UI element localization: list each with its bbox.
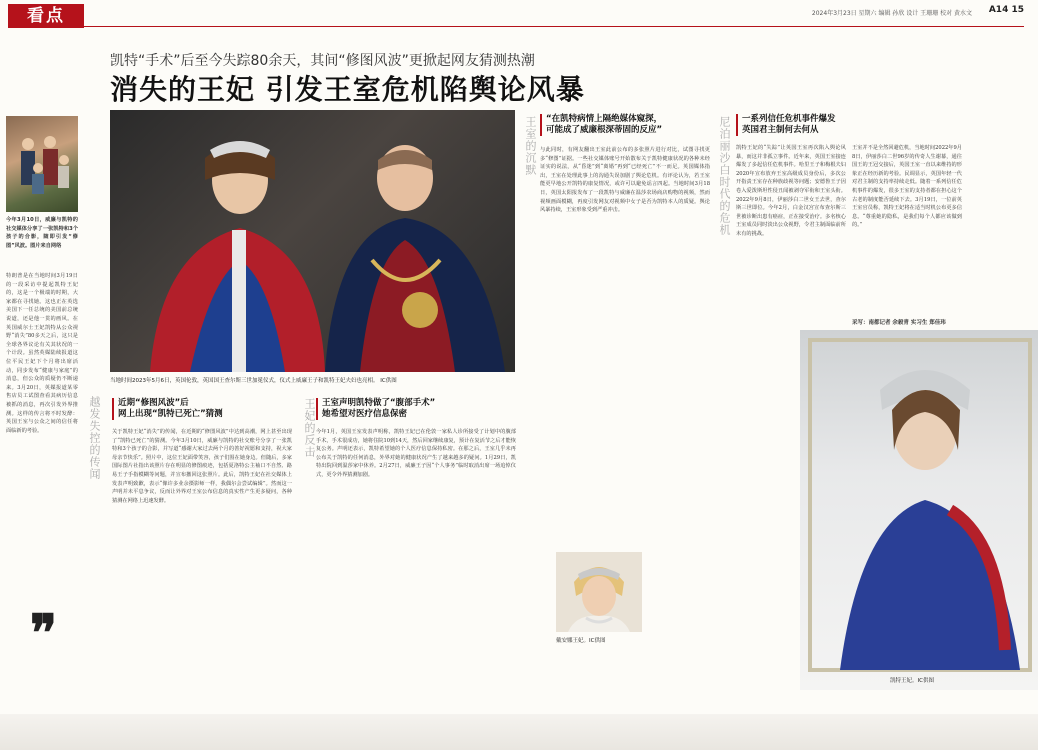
diana-figure — [556, 552, 642, 632]
diana-caption: 戴安娜王妃。IC供图 — [556, 638, 606, 644]
subhead-2-bar — [540, 114, 542, 136]
masthead: 2024年3月23日 星期六 编辑 孙欣 设计 王珊珊 校对 黄水文 — [811, 10, 972, 17]
family-photo — [6, 116, 78, 212]
column-6: 王室并不是全然回避危机，当地时间2022年9月8日，伊丽莎白二世96岁的传奇人生谢幕，通往国王的王冠交接后，英国王室一直以来维持的形象正在经历新的考验。民调显示，英国年轻一代对君主制的支持率持续走低。随着一系列信任危机事件的爆发，很多王室的支持者都在担心这个古老的制度能否延续下去。3月19日，一位前英王室官员称，凯特王妃将在适当时机公布更多信息。“尊重她的隐私，是我们每个人都应该做到的。” — [852, 145, 962, 229]
page-number: A14 15 — [988, 5, 1024, 15]
article-headline: 消失的王妃 引发王室危机陷舆论风暴 — [110, 73, 585, 106]
subhead-3-bar — [316, 398, 318, 420]
column-2: 与此同时，有网友翻出王室此前公布的多张照片进行对比，试图寻找更多“修图”证据。一些社交媒体账号开始散布关于凯特健康状况的各种未经证实的说法，从“昏迷”到“离婚”再到“已经死亡”不一而足。英国媒体指出，王室在处理此事上的沟通失误加剧了舆论危机。有评论认为，若王室能更早地公开凯特的康复情况，或许可以避免谣言四起。当地时间3月18日，英国太阳报发布了一段凯特与威廉在温莎农场商店购物的视频，然而视频画面模糊，再度引发网友对视频中女子是否为凯特本人的质疑。舆论风暴持续，王室形象受到严重冲击。 — [540, 147, 710, 214]
royal-couple-photo — [110, 110, 515, 372]
subhead-photo-edit: 近期“修图风波”后 网上出现“凯特已死亡”猜测 — [118, 398, 223, 419]
section-tag: 看点 — [8, 4, 84, 28]
kate-carriage-photo — [800, 330, 1038, 690]
subhead-media: “在凯特病情上隔绝媒体窥探， 可能成了威廉根深蒂固的反应” — [546, 114, 663, 135]
subhead-4-bar — [736, 114, 738, 136]
column-1: 关于凯特王妃“消失”的传闻，在近期的“修图风波”中达到高潮，网上甚至出现了“凯特已死亡”的猜测。今年3月10日，威廉与凯特的社交账号分享了一张凯特和3个孩子的合影，并写道“感谢大家过去两个月的善好祝愿和支持，祝大家母亲节快乐”。照片中，这位王妃面带笑容，孩子们围在她身边。但随后，多家国际图片社指出该照片存在明显的修图痕迹，包括夏洛特公主袖口不自然、路易王子手指模糊等问题，并宣布撤回这张照片。此后，凯特王妃在社交媒体上发表声明致歉，表示“像许多业余摄影师一样，我偶尔会尝试编辑”。然而这一声明并未平息争议，反而让外界对王室公布信息的真实性产生更多疑问，各种猜测在网络上迅速发酵。 — [112, 429, 292, 504]
header-rule — [84, 26, 1024, 27]
main-photo-caption: 当地时间2023年5月6日，英国伦敦，英国国王查尔斯三世加冕仪式，仪式上威廉王子和凯特王妃夫妇也亮相。 IC供图 — [110, 378, 397, 384]
quote-icon: ❞ — [30, 603, 57, 662]
column-3: 今年1月，英国王室发表声明称，凯特王妃已在伦敦一家私人诊所接受了计划中的腹部手术，手术很成功，她将住院10到14天，然后回家继续康复，预计在复活节之后才能恢复公务。声明还表示，凯特希望她的个人医疗信息保持私密。在那之后，王室几乎未再公布关于凯特的任何消息，外界对她的健康状况产生了越来越多的疑问。1月29日，凯特出院回到温莎家中休养。2月27日，威廉王子因“个人事务”临时取消出席一场追悼仪式，更令外界猜测加剧。 — [316, 429, 516, 478]
family-photo-figures — [6, 116, 78, 212]
subhead-surgery: 王室声明凯特做了“腹部手术” 她希望对医疗信息保密 — [322, 398, 436, 419]
sidebar-caption: 今年3月10日，威廉与凯特的社交媒体分享了一张凯特和3个孩子的合影，随即引发“修图”风波。图片来自网络 — [6, 217, 78, 249]
section-label-crisis: 尼泊丽沙白时代的危机 — [718, 116, 731, 236]
kate-carriage-figure — [800, 330, 1038, 690]
footer-decoration — [0, 714, 1038, 750]
section-label-counter: 王妃的反击 — [303, 398, 316, 458]
section-label-rumors: 越发失控的传闻 — [88, 396, 101, 480]
subhead-1-bar — [112, 398, 114, 420]
page-header — [0, 0, 1038, 30]
diana-photo — [556, 552, 642, 632]
kate-caption: 凯特王妃。IC供图 — [890, 678, 934, 684]
column-5: 凯特王妃的“失踪”让英国王室再次陷入舆论风暴，而这并非孤立事件。近年来，英国王室接连爆发了多起信任危机事件。哈里王子和梅根夫妇2020年宣布放弃王室高级成员身份后，多次公开指责王室存在种族歧视等问题；安德鲁王子因卷入爱泼斯坦性侵丑闻被剥夺军衔和王室头衔。2022年9月8日，伊丽莎白二世女王去世，查尔斯三世即位。今年2月，白金汉宫宣布查尔斯三世被诊断出患有癌症，正在接受治疗。多名核心王室成员同时淡出公众视野，令君主制面临前所未有的挑战。 — [736, 145, 846, 237]
section-label-silence: 王室的沉默 — [524, 116, 537, 176]
subhead-monarchy: 一系列信任危机事件爆发 英国君主制何去何从 — [742, 114, 836, 135]
article-subtitle: 凯特“手术”后至今失踪80余天，其间“修图风波”更掀起网友猜测热潮 — [110, 53, 535, 69]
byline: 采写：南都记者 余毅青 实习生 郑佳玮 — [852, 320, 946, 326]
sidebar-text: 特朗普是在当地时间3月19日的一段采访中提起凯特王妃的，这是一个极端的时期，大家都在寻找她。这也正在英选美国下一任总统的美国前总统说道，还是他一贯的画风。在英国威尔士王妃凯特从公众视野“消失”80多天之后，这只是全球各界议论有关其状况的一个计段。虽然英媒陆续报道这位平民王妃下个月将出席活动，同步发布“健康与家庭”的消息，但公众的质疑仍不断递来。3月20日，英媒报道某零售店员工试图查看其病历信息被抓的消息，再次引发外界推测。这样的传言将不时发酵：英国王室与公众之间的信任将面临新的考验。 — [6, 273, 78, 434]
royal-couple-figures — [110, 110, 515, 372]
